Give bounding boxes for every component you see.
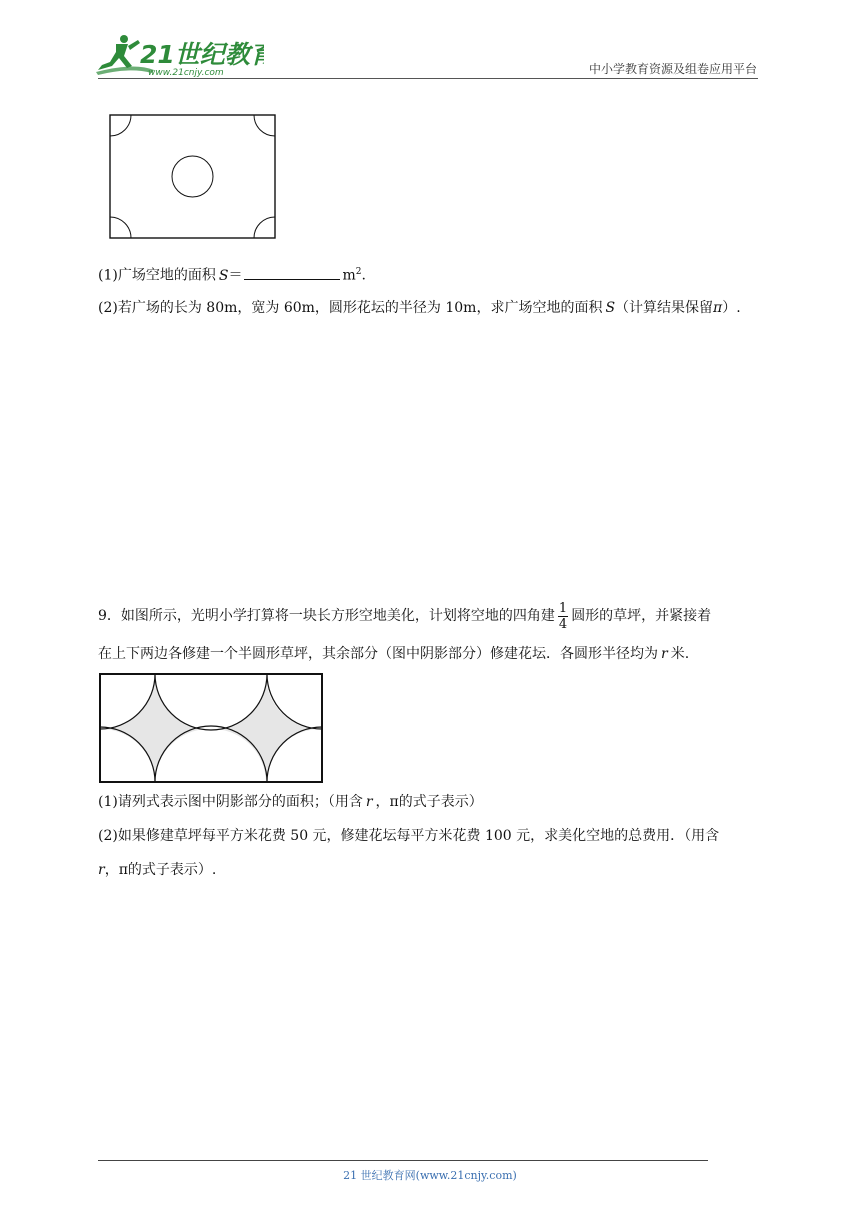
- q9-part1-var: r: [365, 794, 373, 810]
- flowerbed-figure: [98, 672, 326, 792]
- q8-part2-var: S: [605, 300, 616, 316]
- answer-blank[interactable]: [244, 264, 340, 280]
- logo-text: 21世纪教育: [140, 40, 264, 69]
- q9-intro-a: 9．如图所示，光明小学打算将一块长方形空地美化，计划将空地的四角建: [98, 608, 555, 624]
- q8-part1-unit: m: [342, 267, 356, 284]
- fraction-numerator: 1: [558, 600, 568, 616]
- q9-line2-a: 在上下两边各修建一个半圆形草坪，其余部分（图中阴影部分）修建花坛．各圆形半径均为: [98, 646, 658, 662]
- logo-url: www.21cnjy.com: [148, 68, 224, 78]
- q9-part2-var: r: [98, 862, 105, 878]
- q8-part2-text: (2)若广场的长为 80m，宽为 60m，圆形花坛的半径为 10m，求广场空地的面积: [98, 300, 603, 316]
- runner-logo-icon: [94, 32, 264, 80]
- q8-part1-var: S: [218, 267, 229, 284]
- q9-intro-line1: [98, 596, 711, 636]
- q9-part2-line1: (2)如果修建草坪每平方米花费 50 元，修建花坛每平方米花费 100 元，求美化空地的总费用．（用含: [98, 828, 720, 844]
- q8-part2-pi: π: [713, 300, 723, 316]
- q9-intro-b: 圆形的草坪，并紧接着: [571, 608, 712, 624]
- q9-intro-line2: [98, 644, 689, 664]
- q9-line2-var: r: [661, 646, 668, 662]
- platform-name: 中小学教育资源及组卷应用平台: [588, 62, 757, 76]
- q8-part1-prefix: (1)广场空地的面积: [98, 267, 216, 284]
- q9-line2-end: 米.: [670, 646, 690, 662]
- q9-part1-b: ，π的式子表示）: [375, 794, 483, 810]
- fraction-denominator: 4: [558, 616, 568, 632]
- site-logo: [94, 32, 264, 80]
- q9-part1-a: (1)请列式表示图中阴影部分的面积；（用含: [98, 794, 363, 810]
- q9-part1: [98, 792, 483, 812]
- q9-part2-line2-text: ，π的式子表示）.: [104, 862, 217, 878]
- header-divider: [98, 78, 758, 79]
- q8-part2-paren: （计算结果保留: [615, 300, 714, 316]
- footer-divider: [98, 1160, 708, 1161]
- q8-part2-end: ）.: [722, 300, 741, 316]
- square-plaza-figure: [106, 112, 278, 250]
- footer-link[interactable]: 21 世纪教育网(www.21cnjy.com): [343, 1169, 517, 1182]
- q9-part2-line2: [98, 860, 216, 880]
- q8-part2: [98, 298, 741, 318]
- q8-part1-exp: 2: [355, 267, 362, 277]
- quarter-fraction: [558, 601, 568, 632]
- q8-part1: [98, 262, 366, 286]
- q8-part1-end: .: [361, 267, 366, 284]
- q8-part1-eq: ＝: [228, 267, 243, 284]
